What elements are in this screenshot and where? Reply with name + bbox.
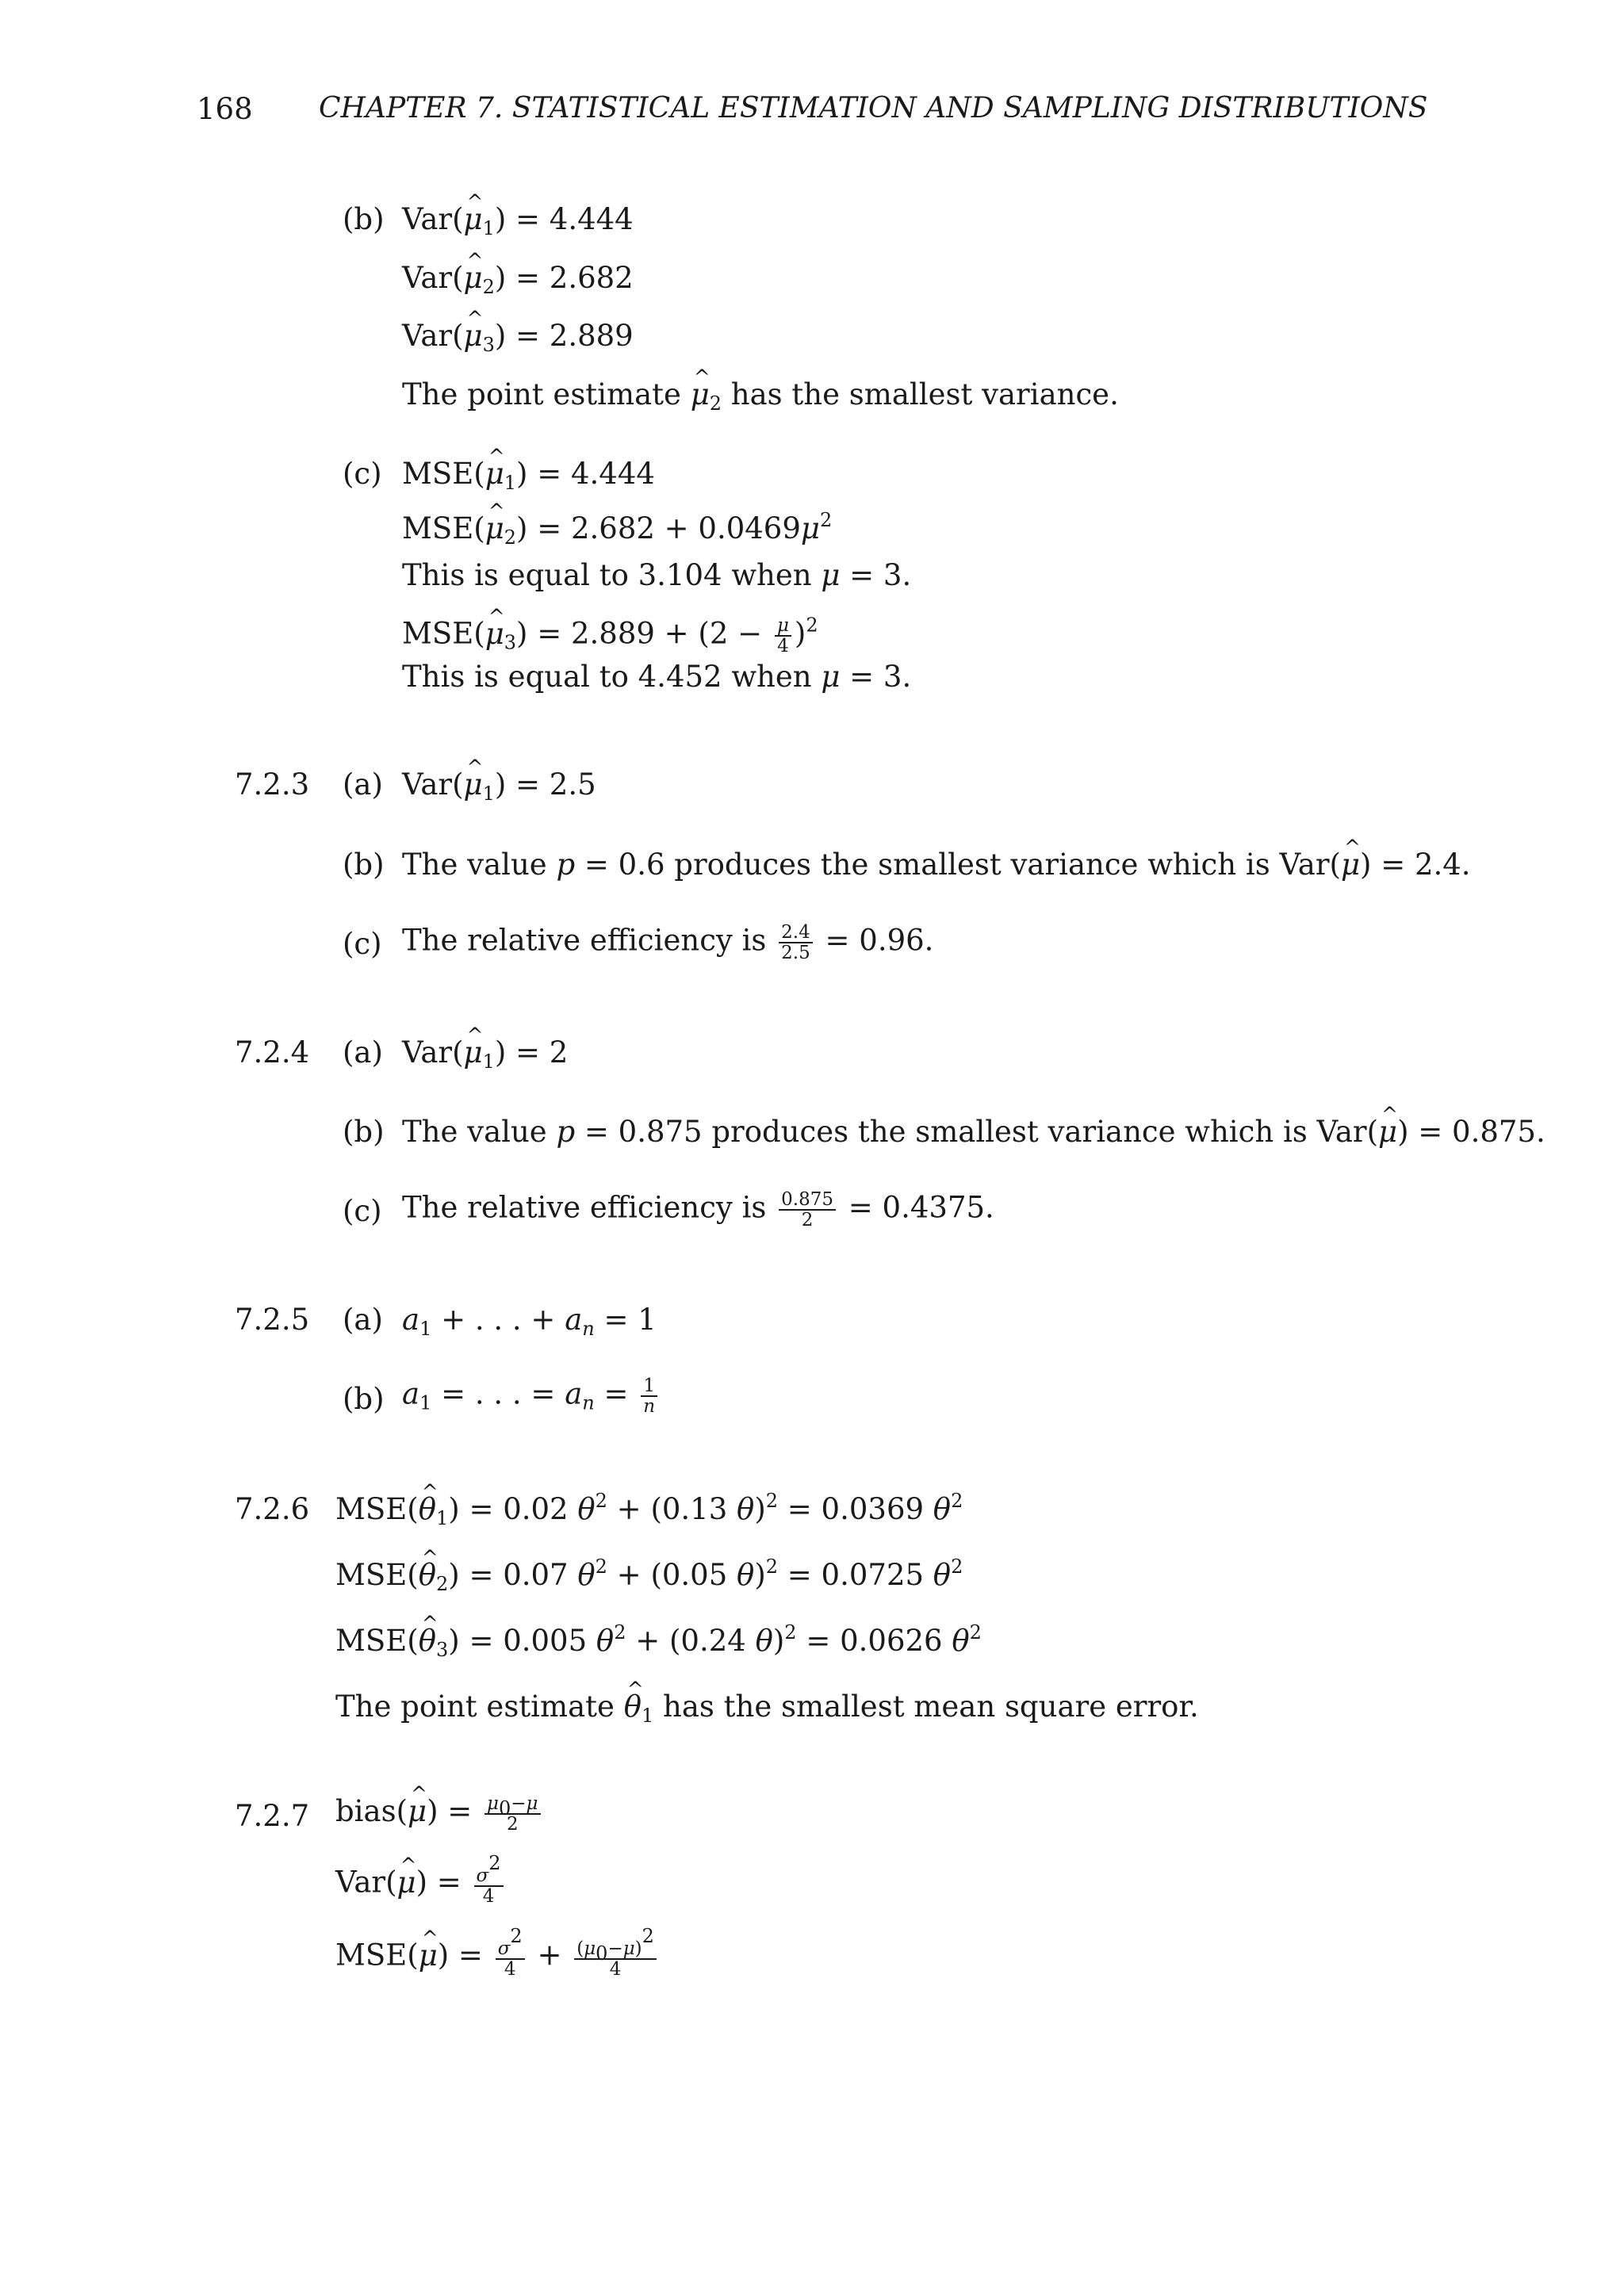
item-b-label: (b) (343, 1382, 385, 1416)
mse-theta2: MSE(^ $\theta_2) = 0.07$ $\theta^2 + (0.05$ θ)$^2$ = 0.0725 $\theta^2$ (335, 1560, 963, 1590)
item-a-label: (a) (343, 1303, 383, 1337)
problem-7-2-7: 7.2.7 (235, 1799, 310, 1833)
item-b-label: (b) (343, 202, 385, 236)
p723-c: The relative efficiency is $\frac{2.4}{2.5}$ = 0.96. (402, 922, 934, 964)
p723-b: The value p = 0.6 produces the smallest variance which is Var(^ μ) = 2.4. (402, 850, 1471, 879)
var-mu2: Var(^ $\mu_2) = 2.682$ (402, 263, 634, 293)
item-c-label: (c) (343, 457, 382, 491)
smallest-variance-sentence: The point estimate ^ $\mu_2$ has the smallest variance. (402, 380, 1119, 409)
problem-7-2-3: 7.2.3 (235, 767, 310, 802)
problem-7-2-4: 7.2.4 (235, 1035, 310, 1070)
p724-a: Var(^ $\mu_1) = 2$ (402, 1038, 568, 1067)
item-b-label: (b) (343, 1115, 385, 1149)
p724-c: The relative efficiency is $\frac{0.875}{2}$ = 0.4375. (402, 1189, 994, 1231)
var-mu3: Var(^ $\mu_3) = 2.889$ (402, 321, 634, 350)
problem-7-2-5: 7.2.5 (235, 1303, 310, 1337)
mse-mu2-note: This is equal to 3.104 when μ = 3. (402, 558, 912, 592)
mse-mu3: MSE(^ $\mu_3) = 2.889 + (2$ − $\frac{\mu}{4}$ )$^2$ (402, 616, 818, 656)
item-c-label: (c) (343, 927, 382, 961)
var-mu1: Var(^ $\mu_1) = 4.444$ (402, 205, 634, 234)
p724-b: The value p = 0.875 produces the smallest variance which is Var(^ μ) = 0.875. (402, 1117, 1545, 1146)
item-a-label: (a) (343, 1035, 383, 1070)
running-title: CHAPTER 7. STATISTICAL ESTIMATION AND SAMPLING DISTRIBUTIONS (319, 92, 1428, 124)
p725-a: $a_1$ + . . . + $a_n = 1$ (402, 1303, 657, 1340)
mse-theta1: MSE(^ $\theta_1) = 0.02$ $\theta^2 + (0.13$ θ)$^2$ = 0.0369 $\theta^2$ (335, 1494, 963, 1524)
p725-b: $a_1$ = . . . = $a_n$ = $\frac{1}{n}$ (402, 1376, 661, 1416)
bias-mu: bias(^ μ) = $\frac{\mu 0-\mu}{2}$ (335, 1793, 544, 1834)
mse-mu1: MSE(^ $\mu_1) = 4.444$ (402, 459, 655, 488)
item-b-label: (b) (343, 848, 385, 882)
var-mu: Var(^ μ) = $\frac{\sigma^2}{4}$ (335, 1863, 507, 1906)
p723-a: Var(^ $\mu_1) = 2.5$ (402, 770, 596, 799)
item-a-label: (a) (343, 767, 383, 802)
page-number: 168 (197, 92, 253, 126)
mse-mu: MSE(^ μ) = $\frac{\sigma^2}{4}$ + $\frac{(\mu 0-\mu)^2}{4}$ (335, 1936, 660, 1979)
problem-7-2-6: 7.2.6 (235, 1492, 310, 1526)
mse-theta3: MSE(^ $\theta_3) = 0.005$ $\theta^2 + (0.24$ θ)$^2$ = 0.0626 $\theta^2$ (335, 1626, 982, 1655)
item-c-label: (c) (343, 1194, 382, 1228)
mse-mu2: MSE(^ $\mu_2) = 2.682 + 0.0469\mu^2$ (402, 514, 832, 543)
p726-conclusion: The point estimate ^ $\theta_1$ has the smallest mean square error. (335, 1692, 1199, 1721)
mse-mu3-note: This is equal to 4.452 when μ = 3. (402, 660, 912, 694)
